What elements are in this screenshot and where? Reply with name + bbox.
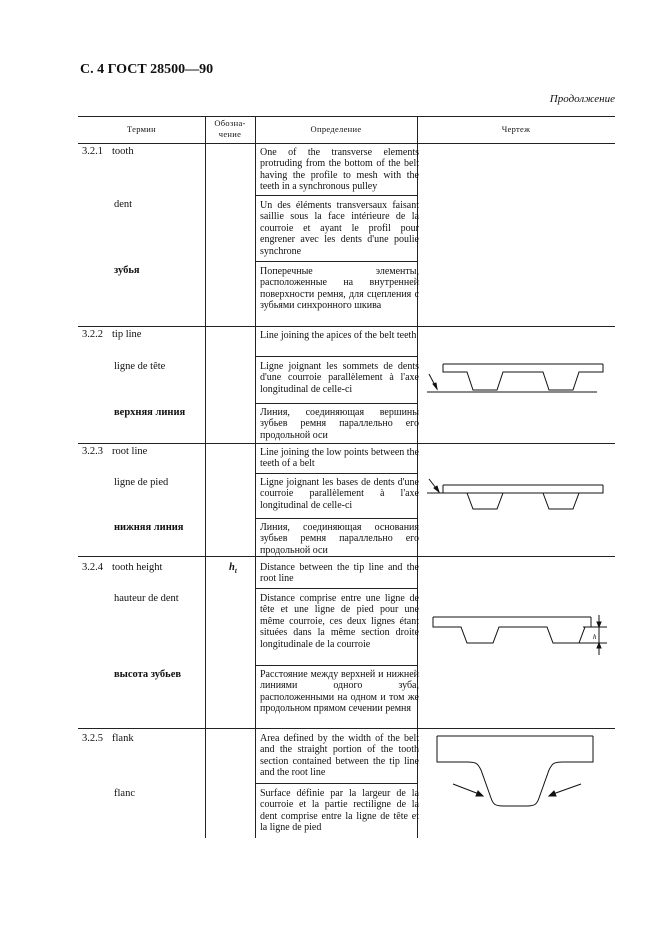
col-header-symbol-2: чение [218, 129, 242, 139]
row-separator [78, 728, 615, 729]
definition-en: Line joining the low points between the teeth of a belt [260, 447, 419, 470]
term-fr: dent [114, 199, 133, 210]
row-separator [78, 556, 615, 557]
definition-ru: Линия, соединяющая вершины зубьев ремня параллельно его продольной оси [260, 407, 419, 441]
definition-en: Line joining the apices of the belt teeth [260, 330, 417, 341]
definition-fr: Distance comprise entre une ligne de tête et une ligne de pied pour une même courroie, ces deux lignes étant situées dans la même section droite longitudinale de la courroie [260, 593, 419, 650]
page-header: С. 4 ГОСТ 28500—90 [80, 62, 214, 77]
table-top-border [78, 116, 615, 117]
sub-divider [255, 665, 417, 666]
term-en: tooth height [112, 562, 163, 573]
tip-line-figure [423, 358, 608, 408]
entry-number: 3.2.5 [82, 733, 103, 744]
sub-divider [255, 518, 417, 519]
term-fr: ligne de tête [114, 361, 166, 372]
definition-ru: Расстояние между верхней и нижней линиями одного зуба, расположенными на одном и том же продольном прямом сечении ремня [260, 669, 419, 715]
row-separator [78, 326, 615, 327]
definition-ru: Поперечные элементы, расположенные на внутренней поверхности ремня, для сцепления с зубьями синхронного шкива [260, 266, 419, 312]
term-en: root line [112, 446, 148, 457]
entry-number: 3.2.2 [82, 329, 103, 340]
tooth-height-figure [423, 611, 613, 661]
col-header-drawing: Чертеж [501, 124, 531, 134]
term-ru: зубья [114, 265, 140, 276]
definition-fr: Un des éléments transversaux faisant saillie sous la face intérieure de la courroie et ayant le profil pour engrener avec les dents d'une poulie synchrone [260, 200, 419, 257]
definition-en: Distance between the tip line and the root line [260, 562, 419, 585]
sub-divider [255, 473, 417, 474]
term-en: tooth [112, 146, 134, 157]
definition-fr: Ligne joignant les bases de dents d'une courroie parallèlement à l'axe longitudinal de celle-ci [260, 477, 419, 511]
entry-number: 3.2.3 [82, 446, 103, 457]
height-label: h [593, 633, 597, 641]
term-en: flank [112, 733, 134, 744]
definition-en: One of the transverse elements protruding from the bottom of the belt having the profile to mesh with the teeth in a synchronous pulley [260, 147, 419, 193]
term-en: tip line [112, 329, 142, 340]
col-header-definition: Определение [310, 124, 362, 134]
term-fr: hauteur de dent [114, 593, 179, 604]
sub-divider [255, 783, 417, 784]
term-fr: ligne de pied [114, 477, 169, 488]
row-separator [78, 443, 615, 444]
symbol-sub: t [234, 567, 237, 576]
symbol-main: h [229, 562, 235, 573]
header-bottom-border [78, 143, 615, 144]
definition-ru: Линия, соединяющая основания зубьев ремня параллельно его продольной оси [260, 522, 419, 556]
col-divider-2 [255, 116, 256, 838]
term-ru: верхняя линия [114, 407, 186, 418]
entry-number: 3.2.4 [82, 562, 103, 573]
sub-divider [255, 403, 417, 404]
sub-divider [255, 356, 417, 357]
col-header-symbol-1: Обозна- [214, 118, 246, 128]
col-header-term: Термин [126, 124, 157, 134]
entry-number: 3.2.1 [82, 146, 103, 157]
sub-divider [255, 588, 417, 589]
definition-fr: Surface définie par la largeur de la courroie et la partie rectiligne de la dent comprise entre la ligne de tête et la ligne de pied [260, 788, 419, 834]
definition-fr: Ligne joignant les sommets de dents d'une courroie parallèlement à l'axe longitudinal de celle-ci [260, 361, 419, 395]
col-divider-1 [205, 116, 206, 838]
definition-en: Area defined by the width of the belt and the straight portion of the tooth section contained between the tip line and the root line [260, 733, 419, 779]
root-line-figure [423, 471, 608, 521]
sub-divider [255, 261, 417, 262]
continuation-label: Продолжение [549, 93, 615, 105]
sub-divider [255, 195, 417, 196]
terms-table [78, 116, 615, 838]
symbol-ht [229, 562, 237, 575]
term-ru: нижняя линия [114, 522, 184, 533]
term-fr: flanc [114, 788, 135, 799]
term-ru: высота зубьев [114, 669, 182, 680]
flank-figure [423, 734, 608, 824]
